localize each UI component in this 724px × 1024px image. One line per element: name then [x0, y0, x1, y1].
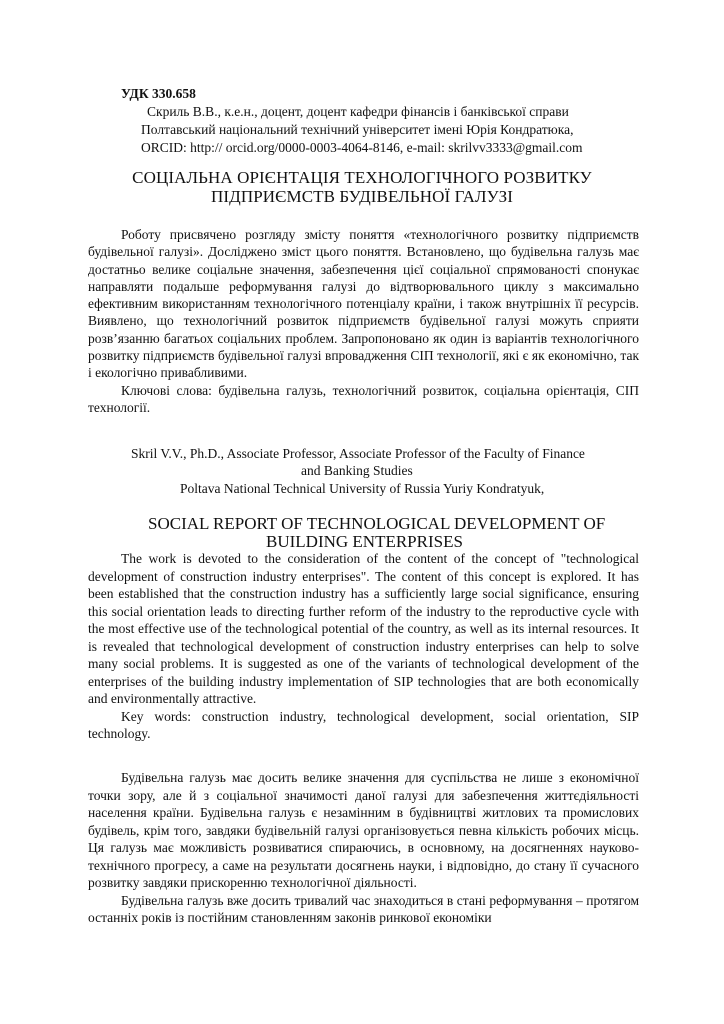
author-line-ua-3: ORCID: http:// orcid.org/0000-0003-4064-8146, e-mail: skrilvv3333@gmail.com	[141, 140, 583, 155]
article-title-ua	[0, 168, 724, 206]
keywords-ua: Ключові слова: будівельна галузь, технологічний розвиток, соціальна орієнтація, СІП технології.	[88, 382, 639, 415]
body-paragraph-1: Будівельна галузь має досить велике значення для суспільства не лише з економічної точки зору, але й з соціальної значимості даної галузі для забезпечення життєдіяльності населення країни. Будівельна галузь є незамінним в будівництві житлових та промислових будівель, крім того, завдяки будівельній галузі організовується певна кількість робочих місць. Ця галузь має можливість розвиватися спираючись, в основному, на досягненнях науково-технічного прогресу, а саме на результати досягнень науки, і відповідно, до стану її сучасного розвитку завдяки прискоренню технологічної діяльності.	[88, 770, 639, 890]
author-line-ua-1: Скриль В.В., к.е.н., доцент, доцент кафедри фінансів і банківської справи	[147, 104, 569, 119]
abstract-en-text: The work is devoted to the consideration of the content of the concept of "technological development of construction industry enterprises". The content of this concept is explored. It has been established that the construction industry has a sufficiently large social significance, ensuring this social orientation leads to directing further reform of the industry to the reproductive cycle with the most effective use of the technological potential of the country, as well as its internal resources. It is revealed that technological development of construction industry enterprises can help to solve many social problems. It is suggested as one of the variants of technological development of the enterprises of the building industry implementation of SIP technologies that are both economically and environmentally attractive.	[88, 551, 639, 706]
author-line-en-3: Poltava National Technical University of Russia Yuriy Kondratyuk,	[180, 481, 545, 496]
title-ua-line-1: СОЦІАЛЬНА ОРІЄНТАЦІЯ ТЕХНОЛОГІЧНОГО РОЗВИТКУ	[132, 168, 592, 187]
author-line-ua-2: Полтавський національний технічний університет імені Юрія Кондратюка,	[141, 122, 574, 137]
body-paragraph-2: Будівельна галузь вже досить тривалий час знаходиться в стані реформування – протягом останніх років із постійним становленням законів ринкової економіки	[88, 892, 639, 925]
abstract-en	[88, 550, 639, 743]
title-en-line-2: BUILDING ENTERPRISES	[266, 532, 463, 551]
author-line-en-1: Skril V.V., Ph.D., Associate Professor, Associate Professor of the Faculty of Finance	[131, 446, 585, 461]
author-line-en-2: and Banking Studies	[301, 463, 413, 478]
keywords-en: Key words: construction industry, technological development, social orientation, SIP technology.	[88, 708, 639, 741]
title-en-line-1: SOCIAL REPORT OF TECHNOLOGICAL DEVELOPMENT OF	[148, 514, 606, 533]
udk-code: УДК 330.658	[121, 86, 196, 101]
abstract-ua	[88, 226, 639, 416]
body-text-ua	[88, 769, 639, 927]
title-ua-line-2: ПІДПРИЄМСТВ БУДІВЕЛЬНОЇ ГАЛУЗІ	[211, 187, 513, 206]
abstract-ua-text: Роботу присвячено розгляду змісту поняття «технологічного розвитку підприємств будівельної галузі». Досліджено зміст цього поняття. Встановлено, що будівельна галузь має достатньо велике соціальне значення, забезпечення цієї соціальної спрямованості спонукає направляти подальше реформування галузі до відтворювального циклу з максимально ефективним використанням технологічного потенціалу країни, і також внутрішніх її ресурсів. Виявлено, що технологічний розвиток підприємств будівельної галузі можуть сприяти розв’язанню багатьох соціальних проблем. Запропоновано як один із варіантів технологічного розвитку підприємств будівельної галузі впровадження СІП технології, які є як економічно, так і екологічно привабливими.	[88, 227, 639, 381]
